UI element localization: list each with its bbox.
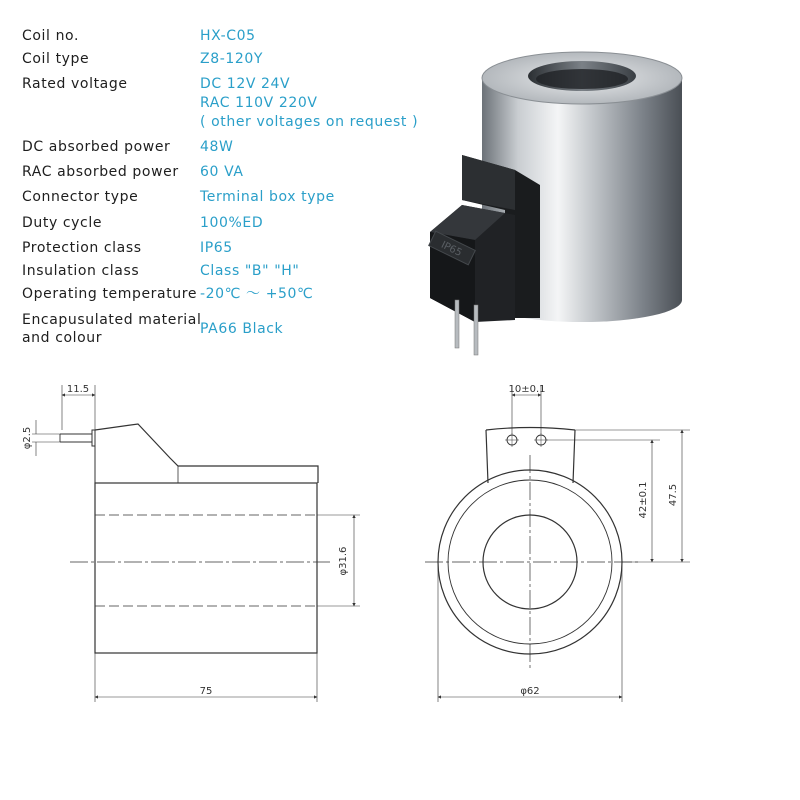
side-view (32, 385, 360, 702)
connector-marking: IP65 (439, 239, 464, 260)
spec-label-coil-no: Coil no. (22, 28, 80, 44)
spec-value-connector-type: Terminal box type (200, 189, 335, 205)
spec-value-coil-type: Z8-120Y (200, 51, 264, 67)
spec-value-rated-voltage-rac: RAC 110V 220V (200, 95, 318, 111)
dim-label-outer-diameter: φ62 (520, 686, 540, 697)
pin-right (474, 305, 478, 355)
spec-label-duty-cycle: Duty cycle (22, 215, 103, 231)
pin-left (455, 300, 459, 348)
spec-value-duty-cycle: 100%ED (200, 215, 264, 231)
spec-label-material-line2: and colour (22, 330, 103, 346)
spec-value-operating-temperature: -20℃ ～ +50℃ (200, 286, 314, 302)
spec-value-insulation-class: Class "B" "H" (200, 263, 300, 279)
spec-value-coil-no: HX-C05 (200, 28, 256, 44)
spec-value-dc-power: 48W (200, 139, 234, 155)
spec-label-operating-temperature: Operating temperature (22, 286, 198, 302)
spec-value-rac-power: 60 VA (200, 164, 244, 180)
spec-label-coil-type: Coil type (22, 51, 90, 67)
spec-label-material: Encapusulated material (22, 312, 202, 328)
dim-label-pin-diameter: φ2.5 (22, 426, 33, 450)
dim-label-bore-diameter: φ31.6 (338, 546, 349, 576)
spec-label-rated-voltage: Rated voltage (22, 76, 128, 92)
dim-label-11-5: 11.5 (66, 384, 90, 395)
spec-label-protection-class: Protection class (22, 240, 142, 256)
dim-label-center-height: 42±0.1 (638, 481, 649, 519)
dim-label-length: 75 (199, 686, 213, 697)
spec-label-rac-power: RAC absorbed power (22, 164, 179, 180)
dim-label-overall-height: 47.5 (668, 483, 679, 507)
spec-value-rated-voltage-dc: DC 12V 24V (200, 76, 291, 92)
product-photo (420, 35, 720, 365)
spec-value-rated-voltage-note: ( other voltages on request ) (200, 114, 419, 130)
terminal-box (429, 155, 540, 322)
spec-value-material: PA66 Black (200, 321, 284, 337)
technical-drawing (0, 370, 800, 710)
spec-value-protection-class: IP65 (200, 240, 233, 256)
spec-label-dc-power: DC absorbed power (22, 139, 171, 155)
spec-label-connector-type: Connector type (22, 189, 139, 205)
spec-label-insulation-class: Insulation class (22, 263, 140, 279)
front-view (425, 385, 690, 702)
dim-label-pin-spacing: 10±0.1 (508, 384, 546, 395)
